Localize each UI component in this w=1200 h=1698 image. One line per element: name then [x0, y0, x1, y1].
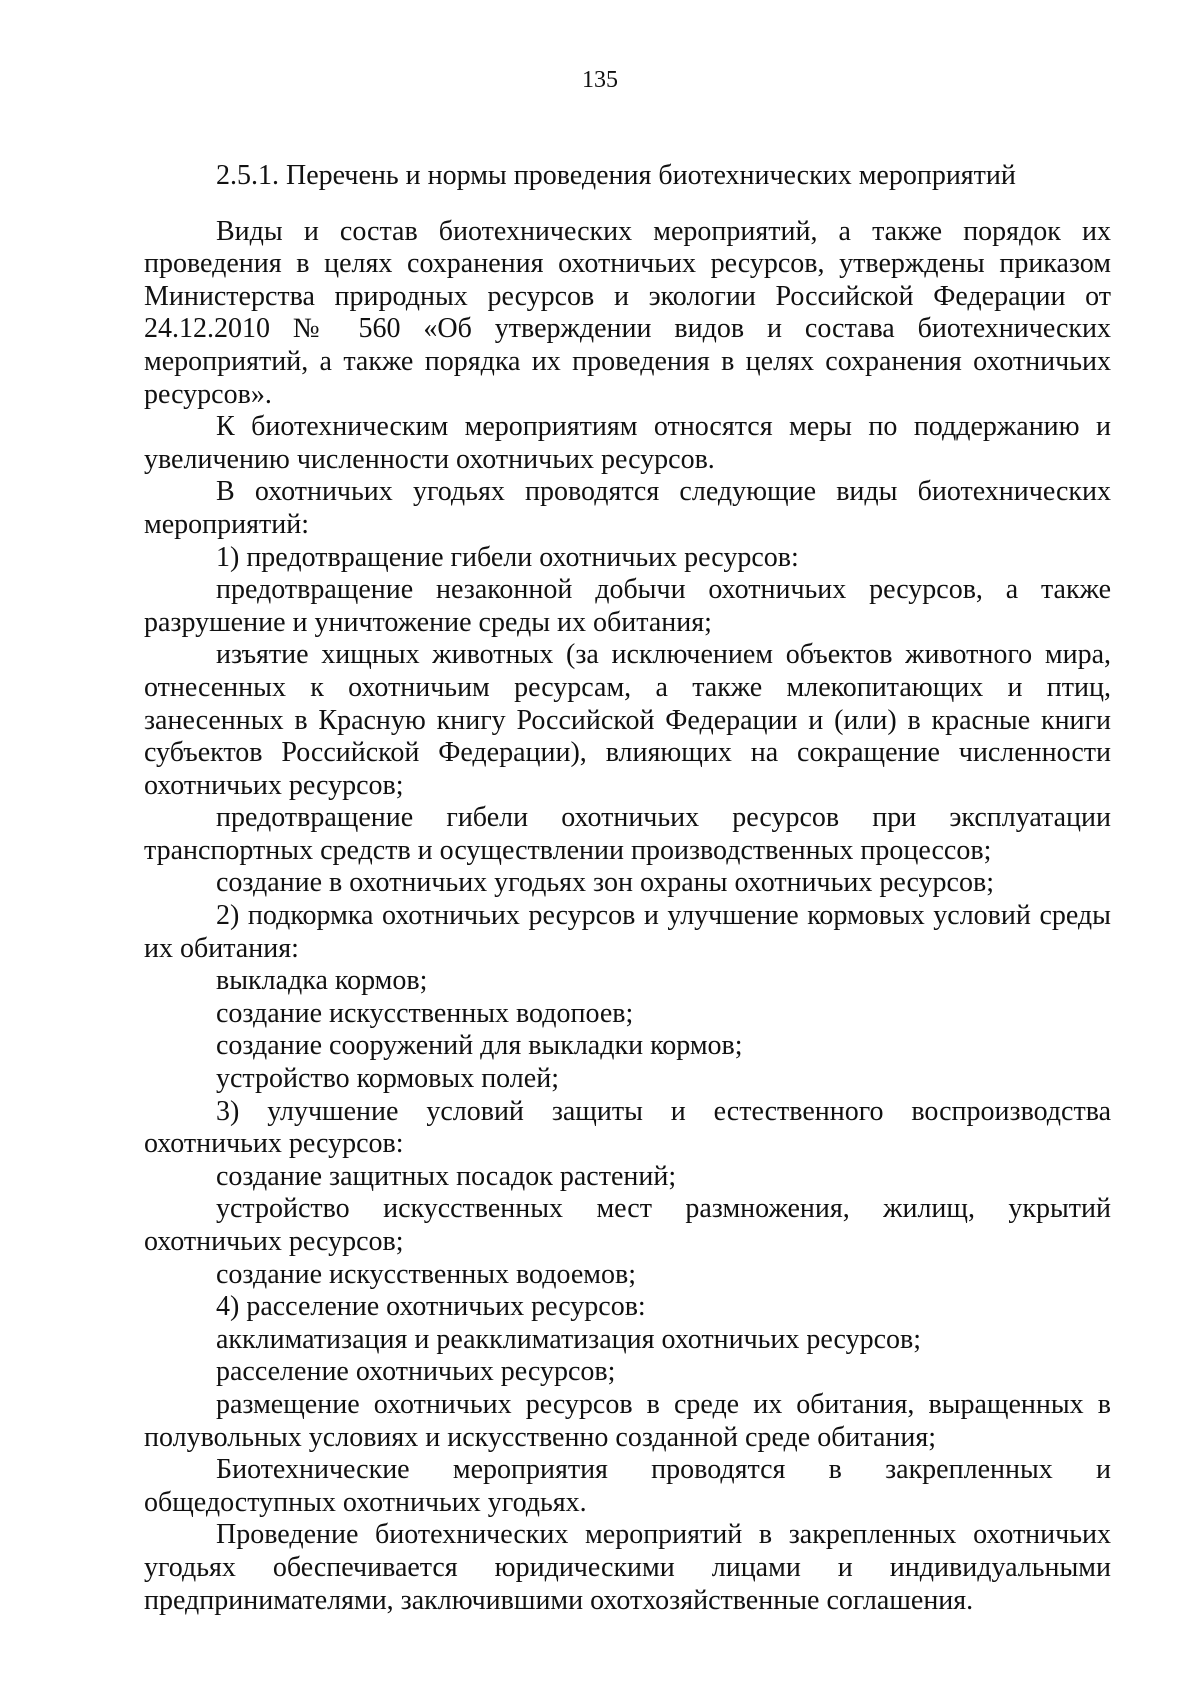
list-item: выкладка кормов;: [216, 965, 428, 997]
list-item: акклиматизация и реакклиматизация охотничьих ресурсов;: [216, 1323, 922, 1355]
list-item: предотвращение гибели охотничьих ресурсов при эксплуатации транспортных средств и осуществлении производственных процессов;: [144, 802, 1111, 866]
list-item: создание искусственных водопоев;: [216, 997, 634, 1029]
paragraph: К биотехническим мероприятиям относятся меры по поддержанию и увеличению численности охотничьих ресурсов.: [144, 411, 1111, 475]
section-heading: 2.5.1. Перечень и нормы проведения биотехнических мероприятий: [216, 160, 1016, 191]
list-item: устройство кормовых полей;: [216, 1063, 559, 1095]
list-item: создание в охотничьих угодьях зон охраны охотничьих ресурсов;: [216, 867, 994, 899]
paragraph: Биотехнические мероприятия проводятся в закрепленных и общедоступных охотничьих угодьях.: [144, 1454, 1111, 1518]
list-item: создание защитных посадок растений;: [216, 1160, 677, 1192]
list-heading: 3) улучшение условий защиты и естественного воспроизводства охотничьих ресурсов:: [144, 1095, 1111, 1160]
list-heading: 2) подкормка охотничьих ресурсов и улучшение кормовых условий среды их обитания:: [144, 900, 1111, 964]
list-item: создание искусственных водоемов;: [216, 1258, 636, 1290]
list-heading: 4) расселение охотничьих ресурсов:: [216, 1291, 646, 1323]
list-item: предотвращение незаконной добычи охотничьих ресурсов, а также разрушение и уничтожение среды их обитания;: [144, 574, 1111, 638]
document-body: [144, 160, 1111, 1617]
list-item: размещение охотничьих ресурсов в среде их обитания, выращенных в полувольных условиях и искусственно созданной среде обитания;: [144, 1388, 1111, 1453]
list-item: устройство искусственных мест размножения, жилищ, укрытий охотничьих ресурсов;: [144, 1193, 1111, 1257]
page-number: 135: [582, 67, 618, 93]
paragraph: Виды и состав биотехнических мероприятий, а также порядок их проведения в целях сохранения охотничьих ресурсов, утверждены приказом Министерства природных ресурсов и экологии Российской Федерации от 24.12.2010 № 560 «Об утверждении видов и состава биотехнических мероприятий, а также порядка их проведения в целях сохранения охотничьих ресурсов».: [144, 215, 1111, 410]
list-heading: 1) предотвращение гибели охотничьих ресурсов:: [216, 541, 799, 573]
paragraph: В охотничьих угодьях проводятся следующие виды биотехнических мероприятий:: [144, 476, 1111, 540]
list-item: расселение охотничьих ресурсов;: [216, 1356, 616, 1388]
list-item: изъятие хищных животных (за исключением объектов животного мира, отнесенных к охотничьим ресурсам, а также млекопитающих и птиц, занесенных в Красную книгу Российской Федерации и (или) в красные книги субъектов Российской Федерации), влияющих на сокращение численности охотничьих ресурсов;: [144, 639, 1111, 801]
paragraph: Проведение биотехнических мероприятий в закрепленных охотничьих угодьях обеспечивается юридическими лицами и индивидуальными предпринимателями, заключившими охотхозяйственные соглашения.: [144, 1519, 1111, 1616]
list-item: создание сооружений для выкладки кормов;: [216, 1030, 743, 1062]
